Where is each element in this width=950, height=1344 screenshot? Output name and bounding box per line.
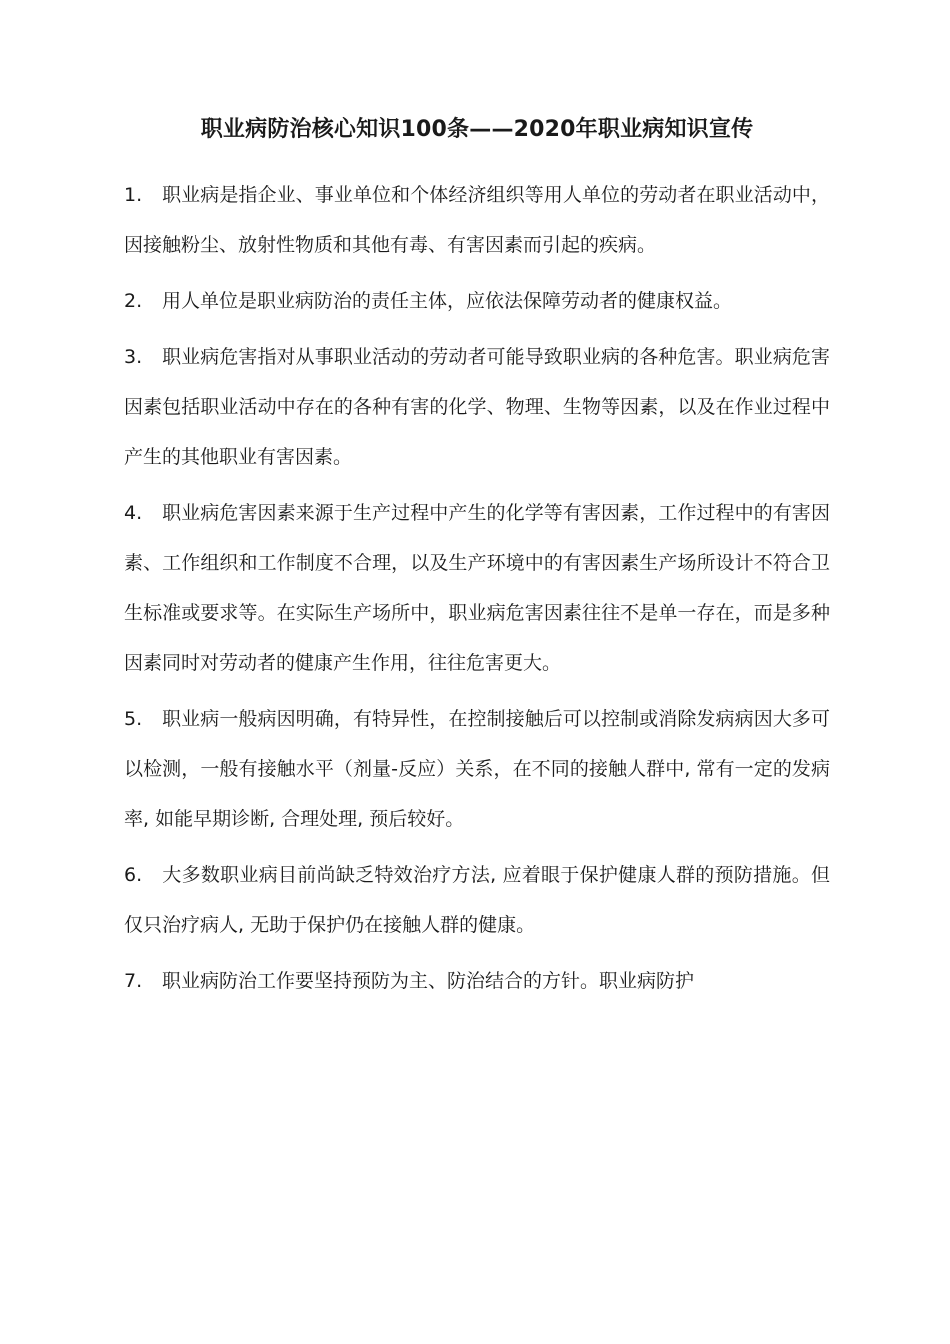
list-item	[124, 276, 830, 326]
item-number: 1.	[124, 184, 143, 206]
item-text: 职业病危害指对从事职业活动的劳动者可能导致职业病的各种危害。职业病危害因素包括职业活动中存在的各种有害的化学、物理、生物等因素，以及在作业过程中产生的其他职业有害因素。	[124, 346, 830, 468]
item-number: 6.	[124, 864, 143, 886]
item-text: 职业病是指企业、事业单位和个体经济组织等用人单位的劳动者在职业活动中，因接触粉尘、放射性物质和其他有毒、有害因素而引起的疾病。	[124, 184, 830, 256]
document-title: 职业病防治核心知识100条——2020年职业病知识宣传	[200, 117, 754, 142]
list-item	[124, 170, 830, 270]
item-text: 职业病防治工作要坚持预防为主、防治结合的方针。职业病防护	[162, 970, 695, 992]
list-item	[124, 956, 830, 1006]
item-number: 2.	[124, 290, 143, 312]
item-number: 3.	[124, 346, 143, 368]
item-number: 4.	[124, 502, 143, 524]
item-text: 大多数职业病目前尚缺乏特效治疗方法, 应着眼于保护健康人群的预防措施。但仅只治疗病人, 无助于保护仍在接触人群的健康。	[124, 864, 830, 936]
item-text: 职业病一般病因明确，有特异性，在控制接触后可以控制或消除发病病因大多可以检测，一般有接触水平（剂量-反应）关系，在不同的接触人群中, 常有一定的发病率, 如能早期诊断, 合理处理, 预后较好。	[124, 708, 830, 830]
item-number: 7.	[124, 970, 143, 992]
list-item	[124, 488, 830, 688]
list-item	[124, 850, 830, 950]
item-number: 5.	[124, 708, 143, 730]
list-item	[124, 694, 830, 844]
item-text: 用人单位是职业病防治的责任主体，应依法保障劳动者的健康权益。	[162, 290, 733, 312]
item-text: 职业病危害因素来源于生产过程中产生的化学等有害因素，工作过程中的有害因素、工作组织和工作制度不合理，以及生产环境中的有害因素生产场所设计不符合卫生标准或要求等。在实际生产场所中，职业病危害因素往往不是单一存在，而是多种因素同时对劳动者的健康产生作用，往往危害更大。	[124, 502, 830, 674]
list-item	[124, 332, 830, 482]
